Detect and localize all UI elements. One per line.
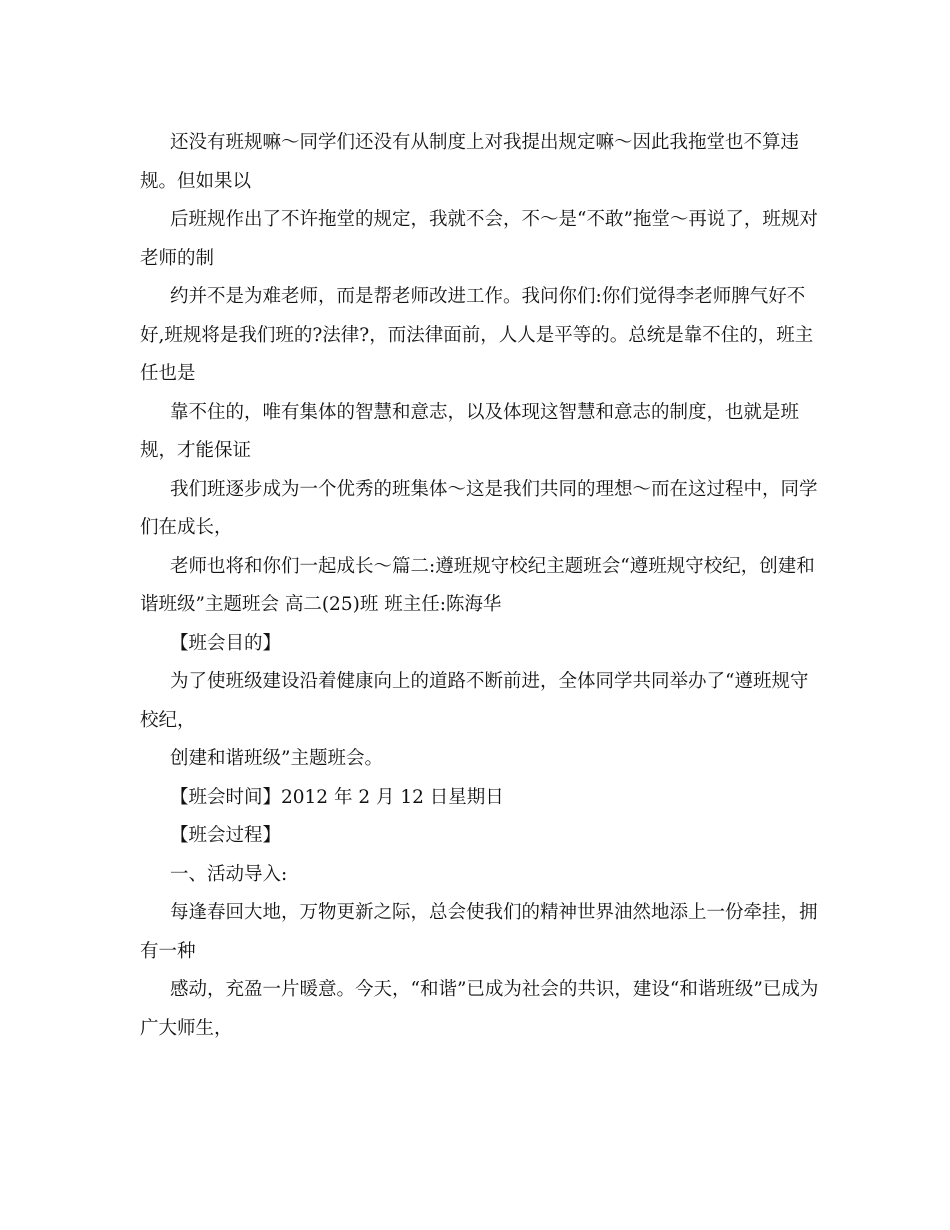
- paragraph: 约并不是为难老师，而是帮老师改进工作。我问你们:你们觉得李老师脾气好不好,班规将是我们班的?法律?，而法律面前，人人是平等的。总统是靠不住的，班主任也是: [140, 286, 814, 384]
- paragraph: 还没有班规嘛～同学们还没有从制度上对我提出规定嘛～因此我拖堂也不算违规。但如果以: [140, 132, 800, 192]
- meeting-time: 【班会时间】2012 年 2 月 12 日星期日: [170, 786, 504, 808]
- paragraph: 我们班逐步成为一个优秀的班集体～这是我们共同的理想～而在这过程中，同学们在成长，: [140, 478, 818, 538]
- paragraph: 靠不住的，唯有集体的智慧和意志，以及体现这智慧和意志的制度，也就是班规，才能保证: [140, 401, 800, 461]
- paragraph: 感动，充盈一片暖意。今天，“和谐”已成为社会的共识，建设“和谐班级”已成为广大师生，: [140, 979, 819, 1039]
- paragraph: 为了使班级建设沿着健康向上的道路不断前进，全体同学共同举办了“遵班规守校纪，: [140, 671, 809, 731]
- section-heading: 【班会目的】: [170, 632, 282, 654]
- paragraph: 每逢春回大地，万物更新之际，总会使我们的精神世界油然地添上一份牵挂，拥有一种: [140, 902, 818, 962]
- paragraph: 创建和谐班级”主题班会。: [170, 748, 383, 769]
- paragraph: 老师也将和你们一起成长～篇二:遵班规守校纪主题班会“遵班规守校纪，创建和谐班级”主题班会 高二(25)班 班主任:陈海华: [140, 555, 815, 615]
- document-body: [140, 124, 820, 1048]
- paragraph: 后班规作出了不许拖堂的规定，我就不会，不～是“不敢”拖堂～再说了，班规对老师的制: [140, 209, 818, 269]
- subsection-heading: 一、活动导入:: [170, 863, 288, 885]
- section-heading: 【班会过程】: [170, 825, 282, 846]
